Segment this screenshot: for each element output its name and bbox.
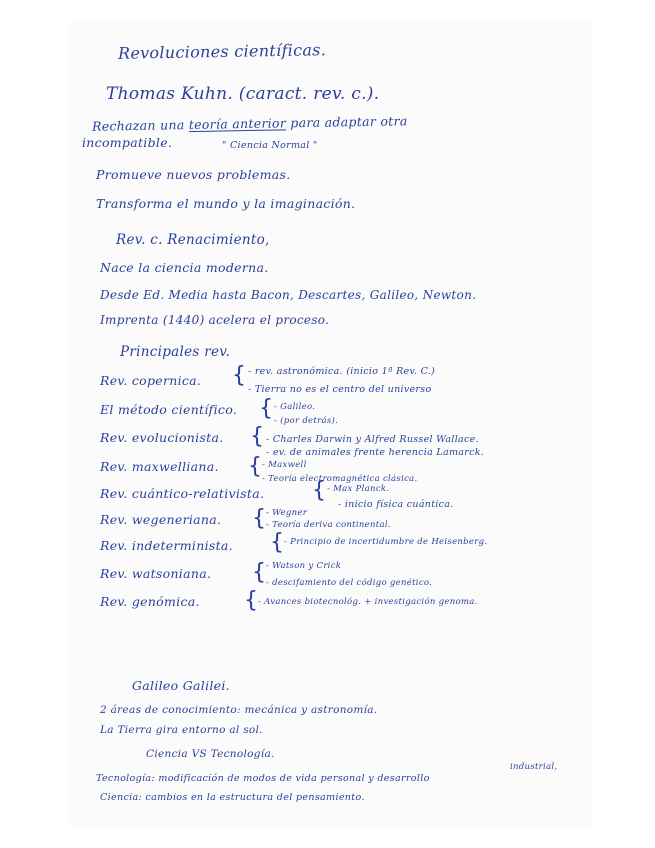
kuhn-line-2: incompatible.	[82, 135, 173, 150]
rev-item: - Teoría electromagnética clásica.	[262, 474, 418, 484]
brace-icon: {	[232, 363, 246, 388]
rev-item: - Tierra no es el centro del universo	[248, 384, 432, 395]
kuhn-line-1-start: Rechazan una	[91, 117, 189, 134]
rev-item: - Avances biotecnológ. + investigación genoma.	[258, 597, 478, 607]
renacimiento-line-3: Imprenta (1440) acelera el proceso.	[100, 313, 330, 327]
rev-label: Rev. cuántico-relativista.	[100, 486, 265, 501]
rev-label: El método científico.	[100, 402, 238, 417]
rev-item: - ev. de animales frente herencia Lamarck.	[266, 447, 485, 458]
ciencia-heading: Ciencia VS Tecnología.	[146, 748, 275, 760]
rev-label: Rev. evolucionista.	[100, 430, 224, 445]
kuhn-line-1-end: para adaptar otra	[285, 113, 408, 131]
page-title: Revoluciones científicas.	[117, 40, 327, 63]
kuhn-line-3: Promueve nuevos problemas.	[96, 167, 291, 182]
ciencia-line: Ciencia: cambios en la estructura del pensamiento.	[100, 792, 365, 803]
rev-item: - Principio de incertidumbre de Heisenberg.	[284, 537, 488, 547]
galileo-line-1: 2 áreas de conocimiento: mecánica y astronomía.	[100, 704, 378, 716]
rev-item: - rev. astronómica. (inicio 1ª Rev. C.)	[248, 366, 436, 377]
renacimiento-line-2: Desde Ed. Media hasta Bacon, Descartes, Galileo, Newton.	[100, 288, 477, 302]
rev-item: - Wegner	[266, 508, 308, 518]
rev-label: Rev. maxwelliana.	[100, 459, 219, 474]
brace-icon: {	[248, 454, 262, 479]
rev-item: - Teoría deriva continental.	[266, 520, 391, 530]
galileo-line-2: La Tierra gira entorno al sol.	[100, 724, 263, 736]
rev-label: Rev. genómica.	[100, 594, 200, 609]
kuhn-line-4: Transforma el mundo y la imaginación.	[96, 196, 356, 211]
rev-label: Rev. wegeneriana.	[100, 512, 222, 527]
rev-item: - Watson y Crick	[266, 561, 342, 571]
renacimiento-heading: Rev. c. Renacimiento,	[116, 232, 270, 248]
rev-label: Rev. watsoniana.	[100, 566, 212, 581]
brace-icon: {	[252, 560, 266, 585]
brace-icon: {	[259, 396, 273, 421]
tecnologia-note: industrial,	[510, 762, 558, 772]
kuhn-line-1-underlined: teoría anterior	[188, 115, 287, 133]
rev-label: Rev. indeterminista.	[100, 538, 233, 553]
rev-item: - descifamiento del código genético.	[266, 578, 433, 588]
principales-heading: Principales rev.	[120, 344, 231, 360]
rev-item: - Charles Darwin y Alfred Russel Wallace.	[266, 434, 479, 445]
kuhn-heading: Thomas Kuhn. (caract. rev. c.).	[106, 84, 380, 104]
rev-label: Rev. copernica.	[100, 373, 202, 388]
brace-icon: {	[312, 478, 326, 503]
kuhn-line-2-note: " Ciencia Normal "	[222, 140, 318, 151]
rev-item: - Max Planck.	[327, 484, 390, 494]
rev-item: - Galileo.	[274, 402, 316, 412]
brace-icon: {	[250, 424, 264, 449]
tecnologia-line: Tecnología: modificación de modos de vida personal y desarrollo	[96, 773, 430, 784]
rev-item: - Maxwell	[262, 460, 307, 470]
renacimiento-line-1: Nace la ciencia moderna.	[100, 260, 269, 275]
brace-icon: {	[270, 530, 284, 555]
brace-icon: {	[244, 588, 258, 613]
rev-item: - (por detrás).	[274, 416, 339, 426]
brace-icon: {	[252, 506, 266, 531]
rev-item: - inicio física cuántica.	[338, 499, 454, 510]
galileo-heading: Galileo Galilei.	[132, 678, 230, 693]
